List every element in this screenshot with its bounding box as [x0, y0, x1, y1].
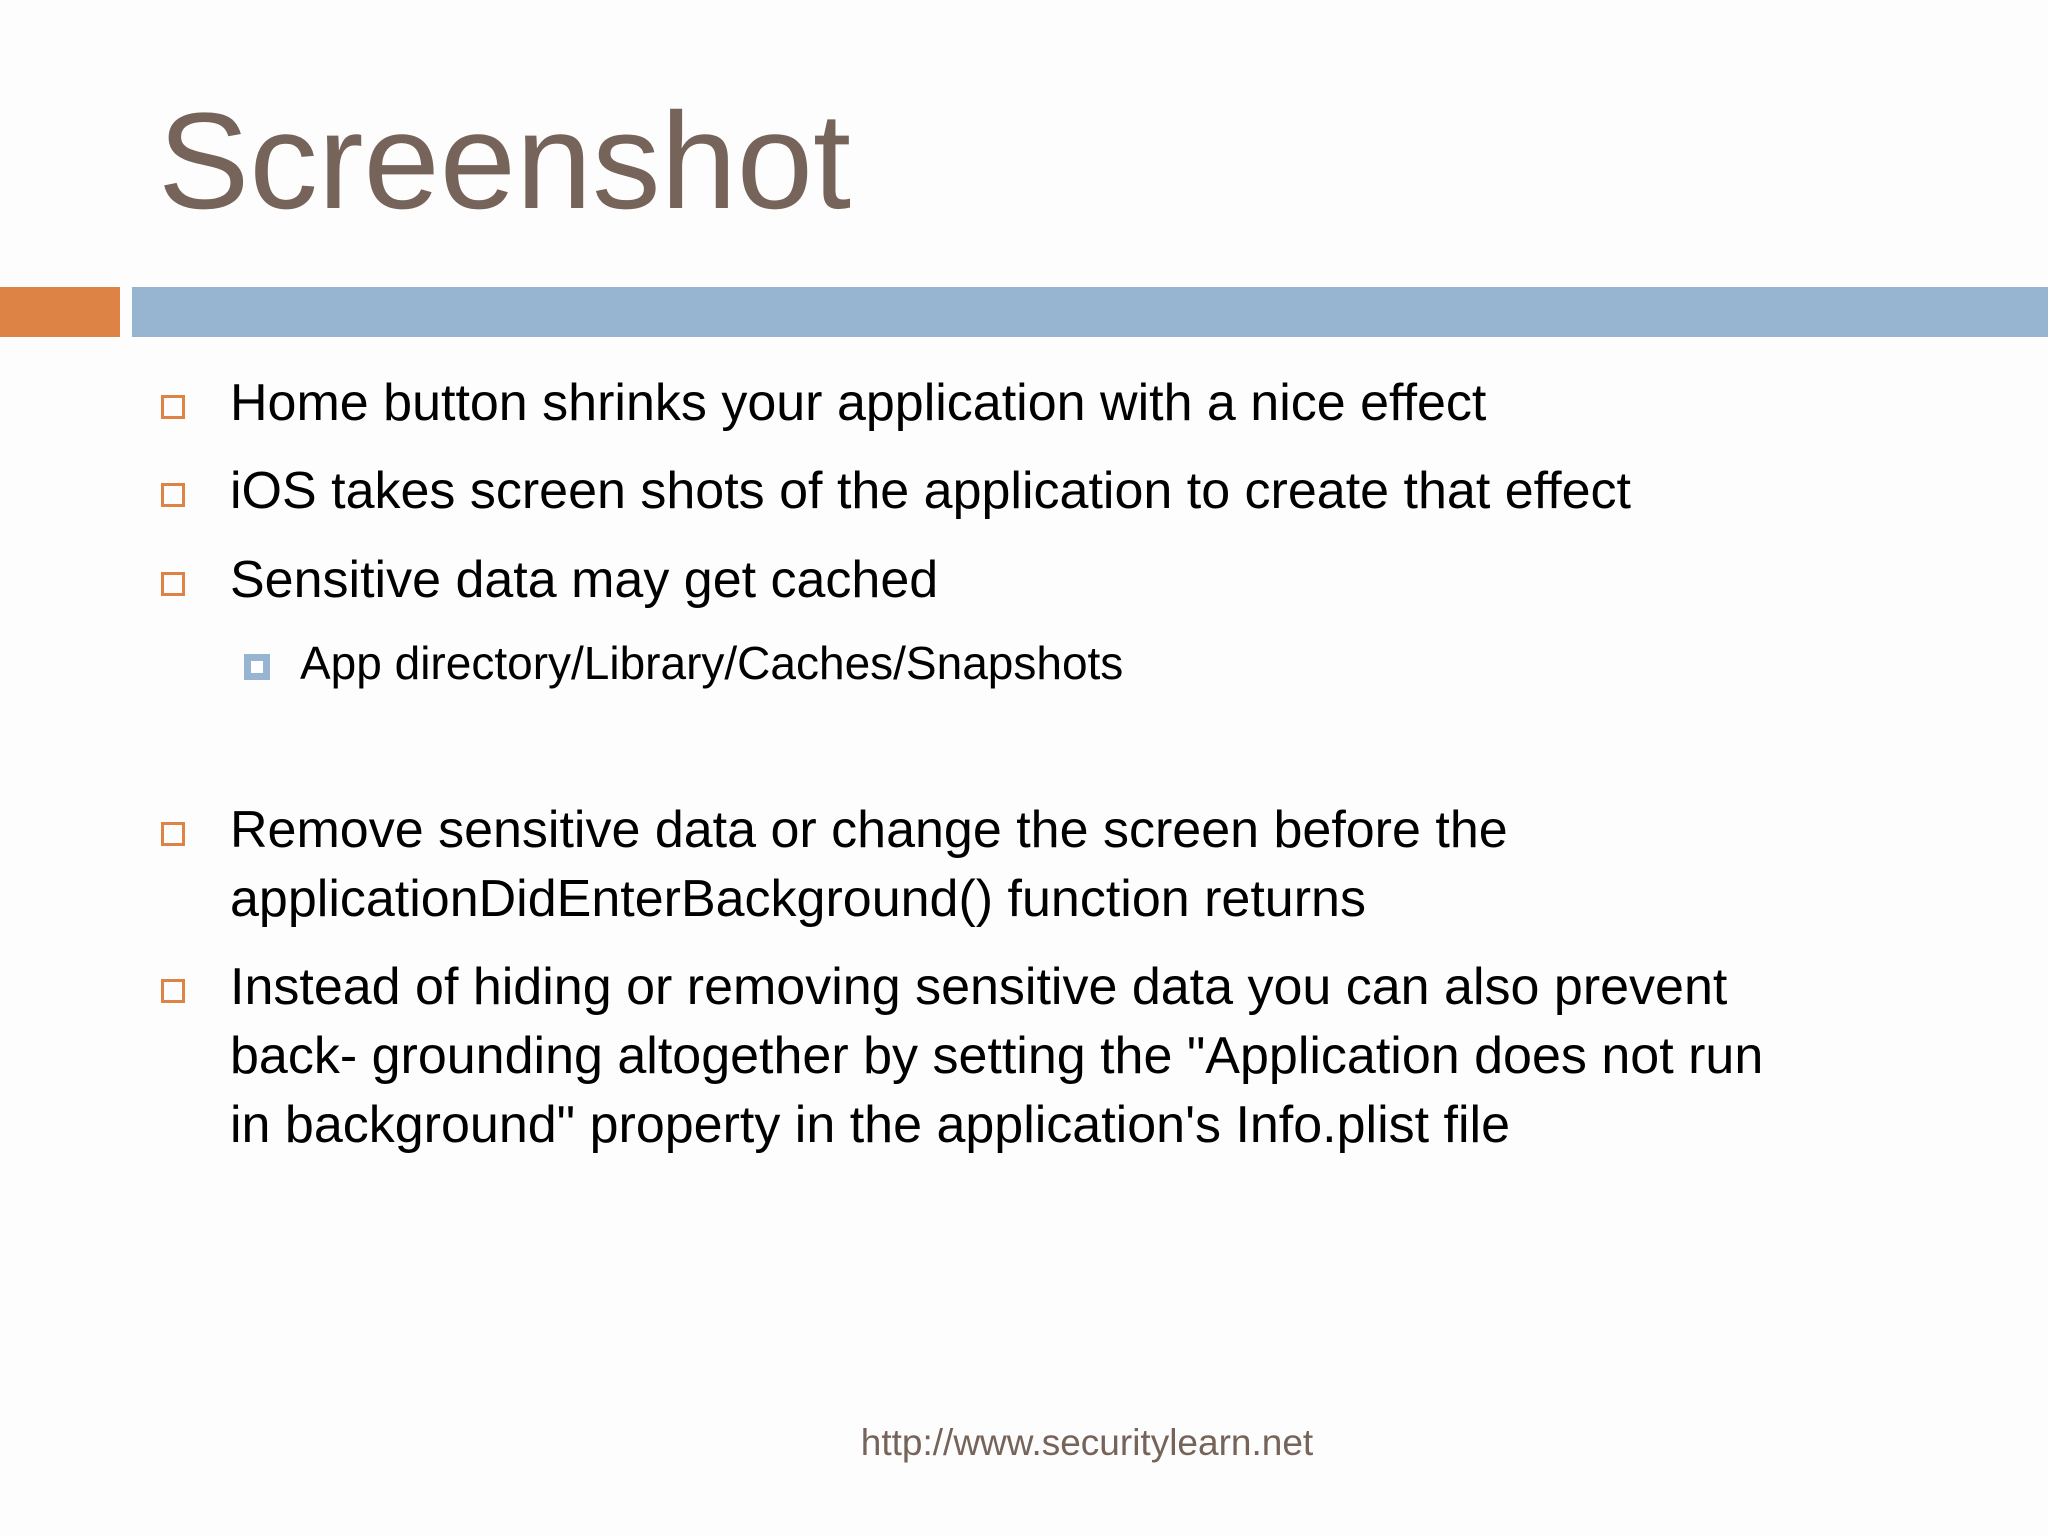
footer-url: http://www.securitylearn.net — [860, 1422, 1314, 1463]
accent-bar-orange — [0, 287, 120, 337]
bullet-item — [230, 796, 1508, 934]
square-bullet-icon — [161, 483, 185, 507]
bullet-text: applicationDidEnterBackground() function returns — [230, 870, 1366, 928]
bullet-text: back- grounding altogether by setting the "Application does not run — [230, 1027, 1764, 1085]
square-bullet-icon — [161, 395, 185, 419]
square-bullet-icon — [161, 572, 185, 596]
bullet-text: Home button shrinks your application with a nice effect — [230, 374, 1487, 432]
bullet-item — [230, 546, 938, 615]
square-bullet-icon — [161, 822, 185, 846]
square-bullet-icon — [161, 979, 185, 1003]
bullet-text: Remove sensitive data or change the screen before the — [230, 801, 1508, 859]
bullet-item — [230, 457, 1631, 526]
slide-title: Screenshot — [158, 85, 852, 238]
sub-bullet-text: App directory/Library/Caches/Snapshots — [300, 637, 1124, 689]
bullet-text: in background" property in the application's Info.plist file — [230, 1096, 1511, 1154]
bullet-text: iOS takes screen shots of the application to create that effect — [230, 462, 1631, 520]
accent-bar-blue — [132, 287, 2048, 337]
bullet-item — [230, 369, 1486, 438]
bullet-item — [230, 953, 1763, 1160]
filled-square-bullet-icon — [244, 654, 270, 680]
bullet-text: Instead of hiding or removing sensitive data you can also prevent — [230, 958, 1728, 1016]
sub-bullet-item — [300, 633, 1123, 693]
bullet-text: Sensitive data may get cached — [230, 551, 939, 609]
